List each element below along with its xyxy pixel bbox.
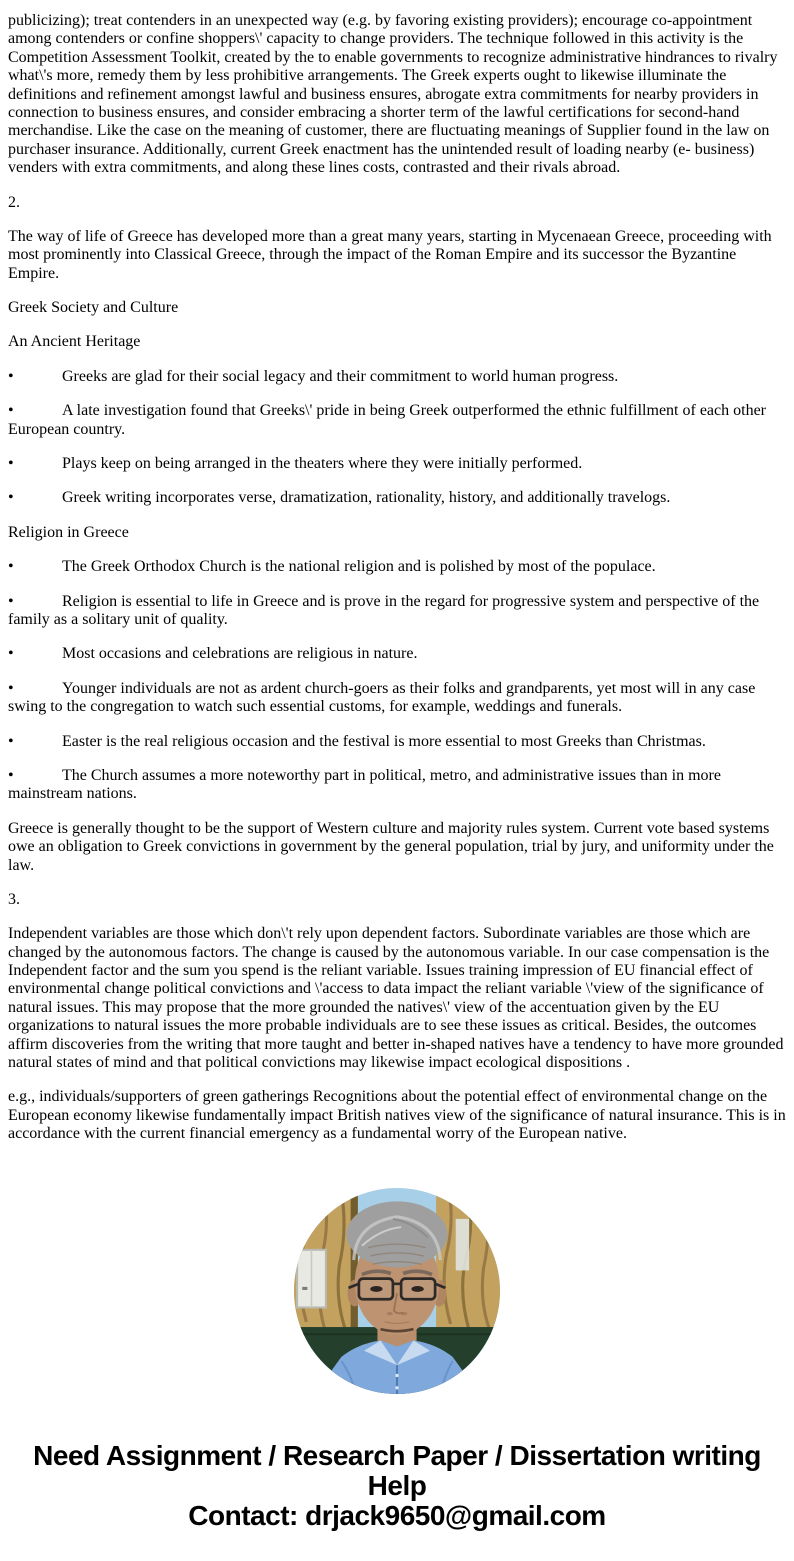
bullet-marker: •: [8, 367, 14, 385]
bullet-text: Religion is essential to life in Greece and is prove in the regard for progressive system and perspective of the family as a solitary unit of quality.: [8, 592, 760, 628]
photo-right-curtain: [436, 1188, 500, 1334]
bullet-item: [8, 680, 786, 717]
bullet-text: Most occasions and celebrations are religious in nature.: [62, 645, 418, 663]
bullet-text: The Greek Orthodox Church is the national religion and is polished by most of the populace.: [62, 558, 656, 576]
portrait-photo: [294, 1188, 500, 1394]
heading-an-ancient-heritage: An Ancient Heritage: [8, 333, 141, 351]
heading-religion-in-greece: Religion in Greece: [8, 523, 129, 541]
bullet-marker: •: [8, 489, 14, 507]
section-3-number: 3.: [8, 890, 20, 908]
footer-banner: [27, 1441, 767, 1531]
section-2-number: 2.: [8, 193, 20, 211]
bullet-item: [8, 455, 786, 473]
bullet-marker: •: [8, 679, 14, 697]
bullet-item: [8, 489, 786, 507]
paragraph-competition-policy: publicizing); treat contenders in an unexpected way (e.g. by favoring existing providers); encourage co-appointment among contenders or confine shoppers\' capacity to change providers. The technique followed in this activity is the Competition Assessment Toolkit, created by the to enable governments to recognize administrative hindrances to rivalry what\'s more, remedy them by less prohibitive arrangements. The Greek experts ought to likewise illuminate the definitions and refinement amongst lawful and business ensures, abrogate extra commitments for nearby providers in connection to business ensures, and consider embracing a shorter term of the lawful certifications for second-hand merchandise. Like the case on the meaning of customer, there are fluctuating meanings of Supplier found in the law on purchaser insurance. Additionally, current Greek enactment has the unintended result of loading nearby (e- business) venders with extra commitments, and along these lines costs, contrasted and their rivals abroad.: [8, 12, 778, 177]
bullet-marker: •: [8, 766, 14, 784]
paragraph-variables: Independent variables are those which don\'t rely upon dependent factors. Subordinate variables are those which are changed by the autonomous factors. The change is caused by the autonomous variable. In our case compensation is the Independent factor and the sum you spend is the reliant variable. Issues training impression of EU financial effect of environmental change political convictions and \'access to data impact the reliant variable \'view of the significance of natural issues. This may propose that the more grounded the natives\' view of the accentuation given by the EU organizations to natural issues the more probable individuals are to see these issues as critical. Besides, the outcomes affirm discoveries from the writing that more taught and better in-shaped natives have a tendency to have more grounded natural states of mind and that political convictions may likewise impact ecological dispositions .: [8, 925, 784, 1072]
bullet-text: Younger individuals are not as ardent church-goers as their folks and grandparents, yet most will in any case swing to the congregation to watch such essential customs, for example, weddings and funerals.: [8, 679, 756, 716]
bullet-marker: •: [8, 455, 14, 473]
photo-hair: [347, 1201, 448, 1267]
heading-greek-society-and-culture: Greek Society and Culture: [8, 299, 179, 317]
footer-help-text: Need Assignment / Research Paper / Dissertation writing Help: [33, 1439, 761, 1501]
bullet-text: The Church assumes a more noteworthy part in political, metro, and administrative issues than in more mainstream nations.: [8, 766, 721, 803]
paragraph-western-culture: Greece is generally thought to be the support of Western culture and majority rules system. Current vote based systems owe an obligation to Greek convictions in government by the general population, trial by jury, and uniformity under the law.: [8, 819, 774, 874]
photo-window-panel: [297, 1249, 326, 1307]
bullet-marker: •: [8, 402, 14, 420]
photo-eye-left: [370, 1286, 382, 1292]
portrait-container: [8, 1188, 786, 1399]
footer-contact-text: Contact: drjack9650@gmail.com: [188, 1499, 606, 1531]
paragraph-green-gatherings: e.g., individuals/supporters of green gatherings Recognitions about the potential effect of environmental change on the European economy likewise fundamentally impact British natives view of the significance of natural insurance. This is in accordance with the current financial emergency as a fundamental worry of the European native.: [8, 1088, 786, 1143]
bullet-text: Plays keep on being arranged in the theaters where they were initially performed.: [62, 455, 583, 473]
bullet-item: [8, 645, 786, 663]
photo-eye-right: [411, 1286, 423, 1292]
bullet-item: [8, 368, 786, 386]
bullet-marker: •: [8, 592, 14, 610]
bullet-marker: •: [8, 732, 14, 750]
paragraph-greece-way-of-life: The way of life of Greece has developed more than a great many years, starting in Mycenaean Greece, proceeding with most prominently into Classical Greece, through the impact of the Roman Empire and its successor the Byzantine Empire.: [8, 227, 772, 282]
bullet-text: Greeks are glad for their social legacy and their commitment to world human progress.: [62, 367, 619, 385]
bullet-item: [8, 767, 786, 804]
bullet-marker: •: [8, 645, 14, 663]
bullet-item: [8, 402, 786, 439]
bullet-item: [8, 733, 786, 751]
bullet-item: [8, 558, 786, 576]
bullet-item: [8, 593, 786, 630]
bullet-text: Easter is the real religious occasion and the festival is more essential to most Greeks than Christmas.: [62, 732, 706, 750]
bullet-text: A late investigation found that Greeks\' pride in being Greek outperformed the ethnic fulfillment of each other European country.: [8, 402, 766, 438]
bullet-marker: •: [8, 558, 14, 576]
bullet-text: Greek writing incorporates verse, dramatization, rationality, history, and additionally travelogs.: [62, 489, 671, 507]
